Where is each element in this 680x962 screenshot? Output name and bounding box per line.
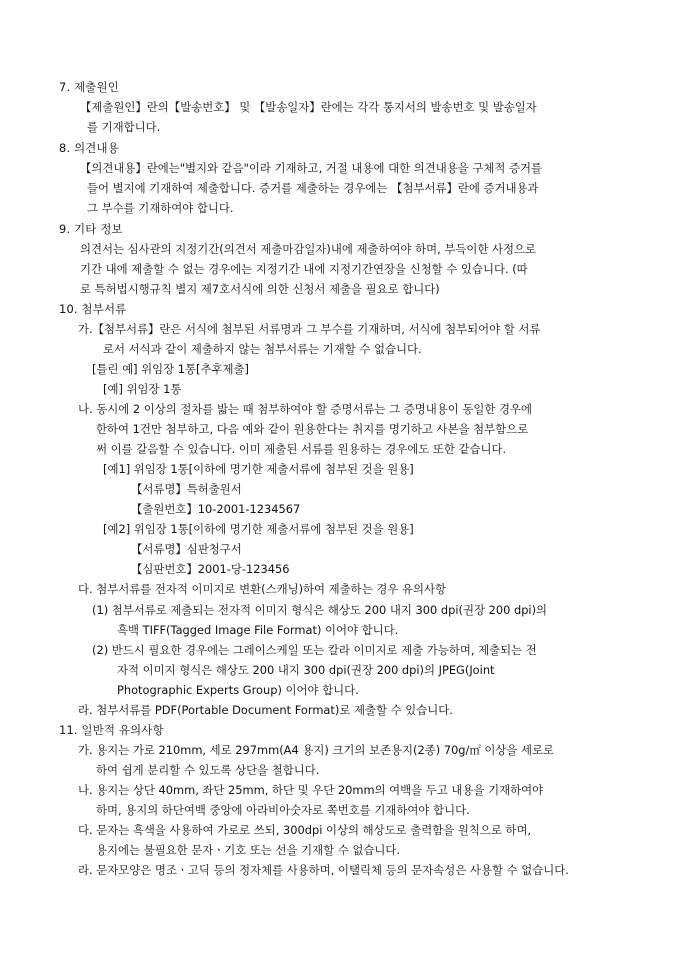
paragraph-line: 한하여 1건만 첨부하고, 다음 예와 같이 원용한다는 취지를 명기하고 사본을 첨부함으로 [96,422,529,436]
section-10-heading: 10. 첨부서류 [59,302,127,316]
paragraph-line: 자적 이미지 형식은 해상도 200 내지 300 dpi(권장 200 dpi)의 JPEG(Joint [117,663,495,677]
paragraph-line: 용지에는 불필요한 문자ㆍ기호 또는 선을 기재할 수 없습니다. [96,843,401,857]
paragraph-line: 그 부수를 기재하여야 합니다. [87,201,234,215]
list-item-da: 다. 문자는 흑색을 사용하여 가로로 쓰되, 300dpi 이상의 해상도로 출력함을 원칙으로 하며, [78,823,532,837]
sub-item-2: (2) 반드시 필요한 경우에는 그레이스케일 또는 칼라 이미지로 제출 가능하며, 제출되는 전 [92,643,537,657]
paragraph-line: 하여 쉽게 분리할 수 있도록 상단을 철합니다. [96,763,320,777]
example-field-line: 【서류명】심판청구서 [131,542,242,556]
list-item-ga: 가. 용지는 가로 210mm, 세로 297mm(A4 용지) 크기의 보존용지(2종) 70g/㎡ 이상을 세로로 [78,743,555,757]
example-line: [예] 위임장 1통 [103,382,182,396]
paragraph-line: 의견서는 심사관의 지정기간(의견서 제출마감일자)내에 제출하여야 하며, 부득이한 사정으로 [80,242,536,256]
example-line: [예2] 위임장 1통[이하에 명기한 제출서류에 첨부된 것을 원용] [103,522,414,536]
paragraph-line: 【의견내용】란에는"별지와 같음"이라 기재하고, 거절 내용에 대한 의견내용을 구체적 증거를 [80,161,542,175]
paragraph-line: 들어 별지에 기재하여 제출합니다. 증거를 제출하는 경우에는 【첨부서류】란에 증거내용과 [87,181,539,195]
list-item-ga: 가.【첨부서류】란은 서식에 첨부된 서류명과 그 부수를 기재하며, 서식에 첨부되어야 할 서류 [78,322,541,336]
example-field-line: 【출원번호】10-2001-1234567 [131,502,301,516]
example-field-line: 【심판번호】2001-당-123456 [131,562,290,576]
list-item-ra: 라. 첨부서류를 PDF(Portable Document Format)로 제출할 수 있습니다. [78,703,453,717]
example-field-line: 【서류명】특허출원서 [131,482,242,496]
paragraph-line: Photographic Experts Group) 이어야 합니다. [117,683,359,697]
paragraph-line: 를 기재합니다. [87,120,161,134]
paragraph-line: 【제출원인】란의【발송번호】 및 【발송일자】란에는 각각 통지서의 발송번호 및 발송일자 [80,100,537,114]
example-line: [틀린 예] 위임장 1통[추후제출] [92,362,249,376]
paragraph-line: 로서 서식과 같이 제출하지 않는 첨부서류는 기재할 수 없습니다. [103,342,422,356]
section-11-heading: 11. 일반적 유의사항 [59,723,164,737]
list-item-na: 나. 동시에 2 이상의 절차를 밟는 때 첨부하여야 할 증명서류는 그 증명내용이 동일한 경우에 [78,402,533,416]
sub-item-1: (1) 첨부서류로 제출되는 전자적 이미지 형식은 해상도 200 내지 300 dpi(권장 200 dpi)의 [92,603,548,617]
section-9-heading: 9. 기타 정보 [59,222,123,236]
section-8-heading: 8. 의견내용 [59,141,119,155]
list-item-ra: 라. 문자모양은 명조ㆍ고딕 등의 정자체를 사용하며, 이탤릭체 등의 문자속성은 사용할 수 없습니다. [78,863,569,877]
example-line: [예1] 위임장 1통[이하에 명기한 제출서류에 첨부된 것을 원용] [103,462,414,476]
paragraph-line: 기간 내에 제출할 수 없는 경우에는 지정기간 내에 지정기간연장을 신청할 수 있습니다. (따 [80,262,528,276]
list-item-da: 다. 첨부서류를 전자적 이미지로 변환(스캐닝)하여 제출하는 경우 유의사항 [78,582,446,596]
section-7-heading: 7. 제출원인 [59,80,119,94]
paragraph-line: 로 특허법시행규칙 별지 제7호서식에 의한 신청서 제출을 필요로 합니다) [80,282,440,296]
list-item-na: 나. 용지는 상단 40mm, 좌단 25mm, 하단 및 우단 20mm의 여백을 두고 내용을 기재하여야 [78,783,544,797]
paragraph-line: 흑백 TIFF(Tagged Image File Format) 이어야 합니다. [117,623,399,637]
paragraph-line: 하며, 용지의 하단여백 중앙에 아라비아숫자로 쪽번호를 기재하여야 합니다. [96,803,470,817]
paragraph-line: 써 이를 갈음할 수 있습니다. 이미 제출된 서류를 원용하는 경우에도 또한 같습니다. [96,442,507,456]
